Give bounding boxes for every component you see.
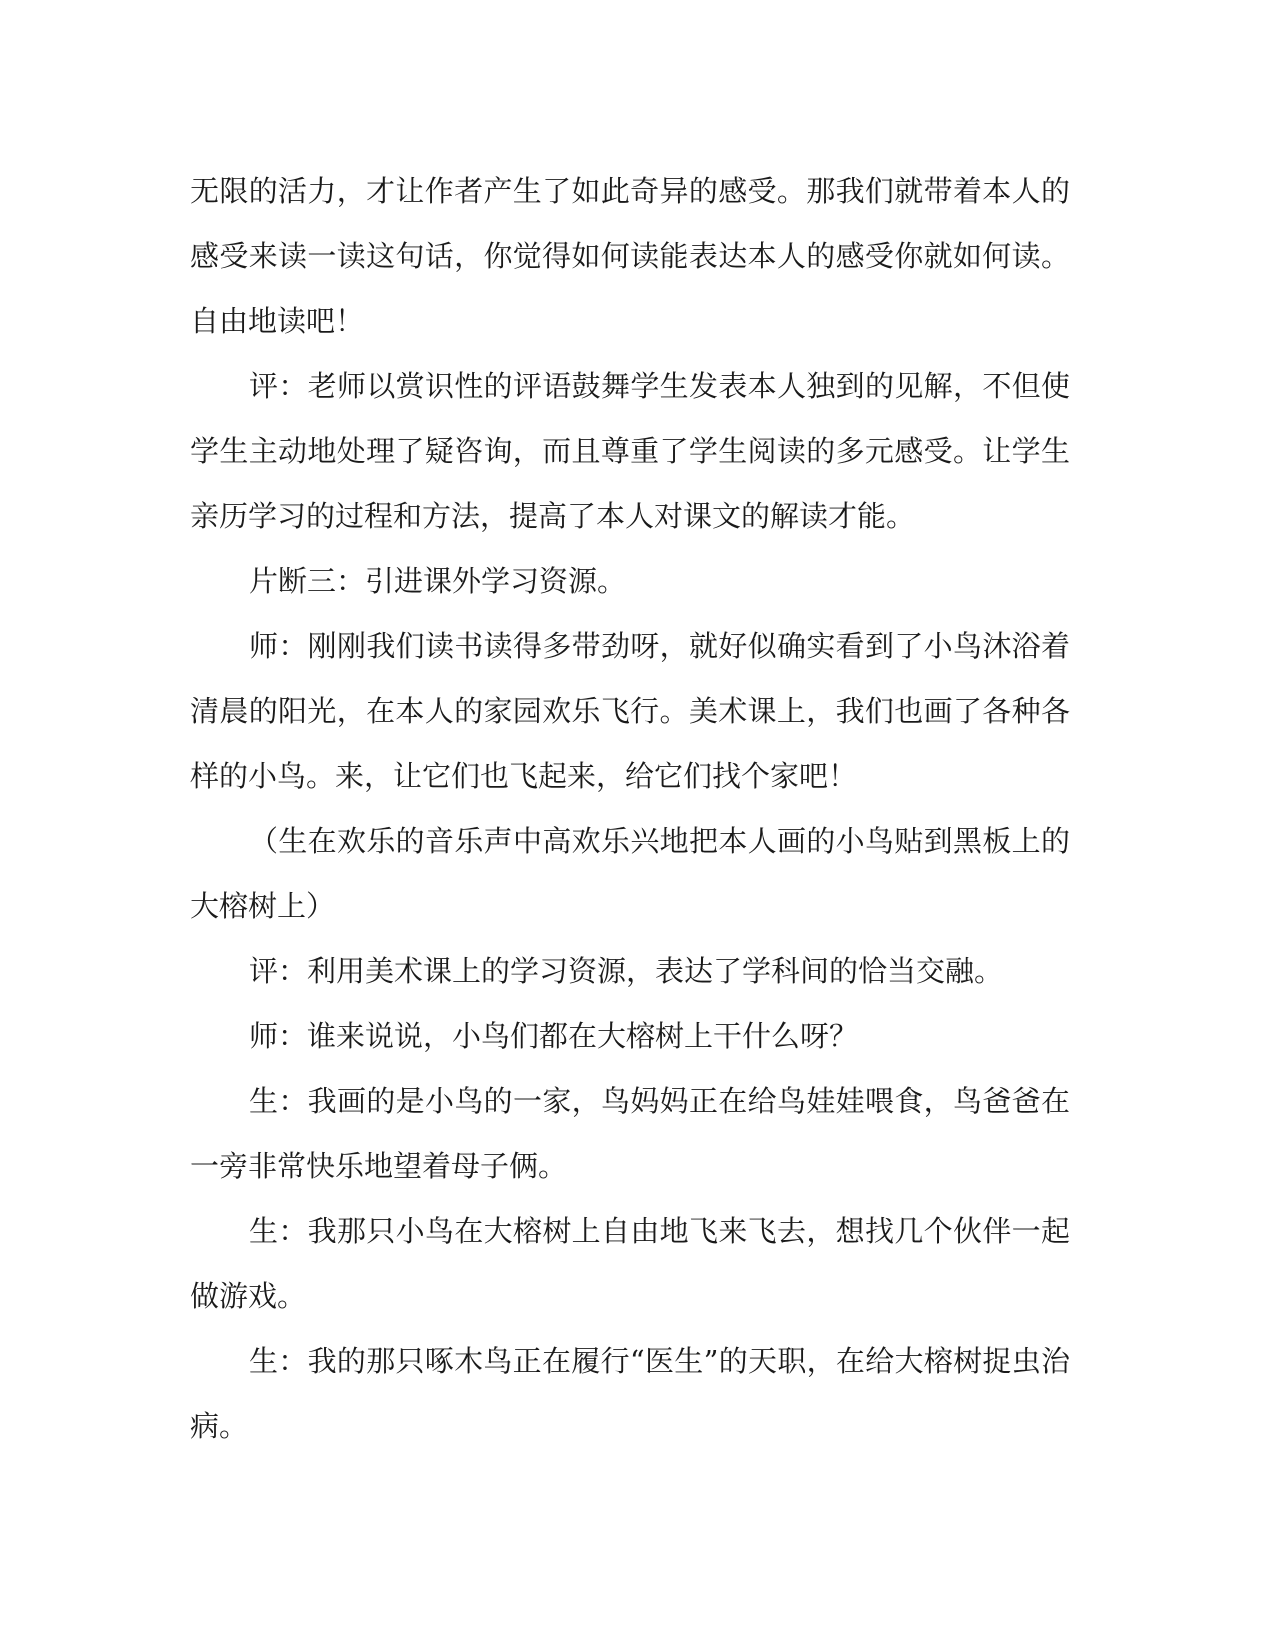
paragraph-teacher: 师：刚刚我们读书读得多带劲呀，就好似确实看到了小鸟沐浴着清晨的阳光，在本人的家园欢乐飞行。美术课上，我们也画了各种各样的小鸟。来，让它们也飞起来，给它们找个家吧！ bbox=[190, 629, 1070, 793]
paragraph-stage-direction: （生在欢乐的音乐声中高欢乐兴地把本人画的小鸟贴到黑板上的大榕树上） bbox=[190, 824, 1070, 923]
document-body bbox=[190, 159, 1070, 1459]
paragraph-continuation: 无限的活力，才让作者产生了如此奇异的感受。那我们就带着本人的感受来读一读这句话，你觉得如何读能表达本人的感受你就如何读。自由地读吧！ bbox=[190, 174, 1070, 338]
paragraph-teacher: 师：谁来说说，小鸟们都在大榕树上干什么呀？ bbox=[249, 1019, 859, 1053]
section-heading: 片断三：引进课外学习资源。 bbox=[249, 564, 627, 598]
paragraph-student: 生：我的那只啄木鸟正在履行“医生”的天职，在给大榕树捉虫治病。 bbox=[190, 1344, 1070, 1443]
paragraph-student: 生：我那只小鸟在大榕树上自由地飞来飞去，想找几个伙伴一起做游戏。 bbox=[190, 1214, 1070, 1313]
paragraph-student: 生：我画的是小鸟的一家，鸟妈妈正在给鸟娃娃喂食，鸟爸爸在一旁非常快乐地望着母子俩。 bbox=[190, 1084, 1070, 1183]
paragraph-comment: 评：利用美术课上的学习资源，表达了学科间的恰当交融。 bbox=[249, 954, 1004, 988]
paragraph-comment: 评：老师以赏识性的评语鼓舞学生发表本人独到的见解，不但使学生主动地处理了疑咨询，而且尊重了学生阅读的多元感受。让学生亲历学习的过程和方法，提高了本人对课文的解读才能。 bbox=[190, 369, 1070, 533]
